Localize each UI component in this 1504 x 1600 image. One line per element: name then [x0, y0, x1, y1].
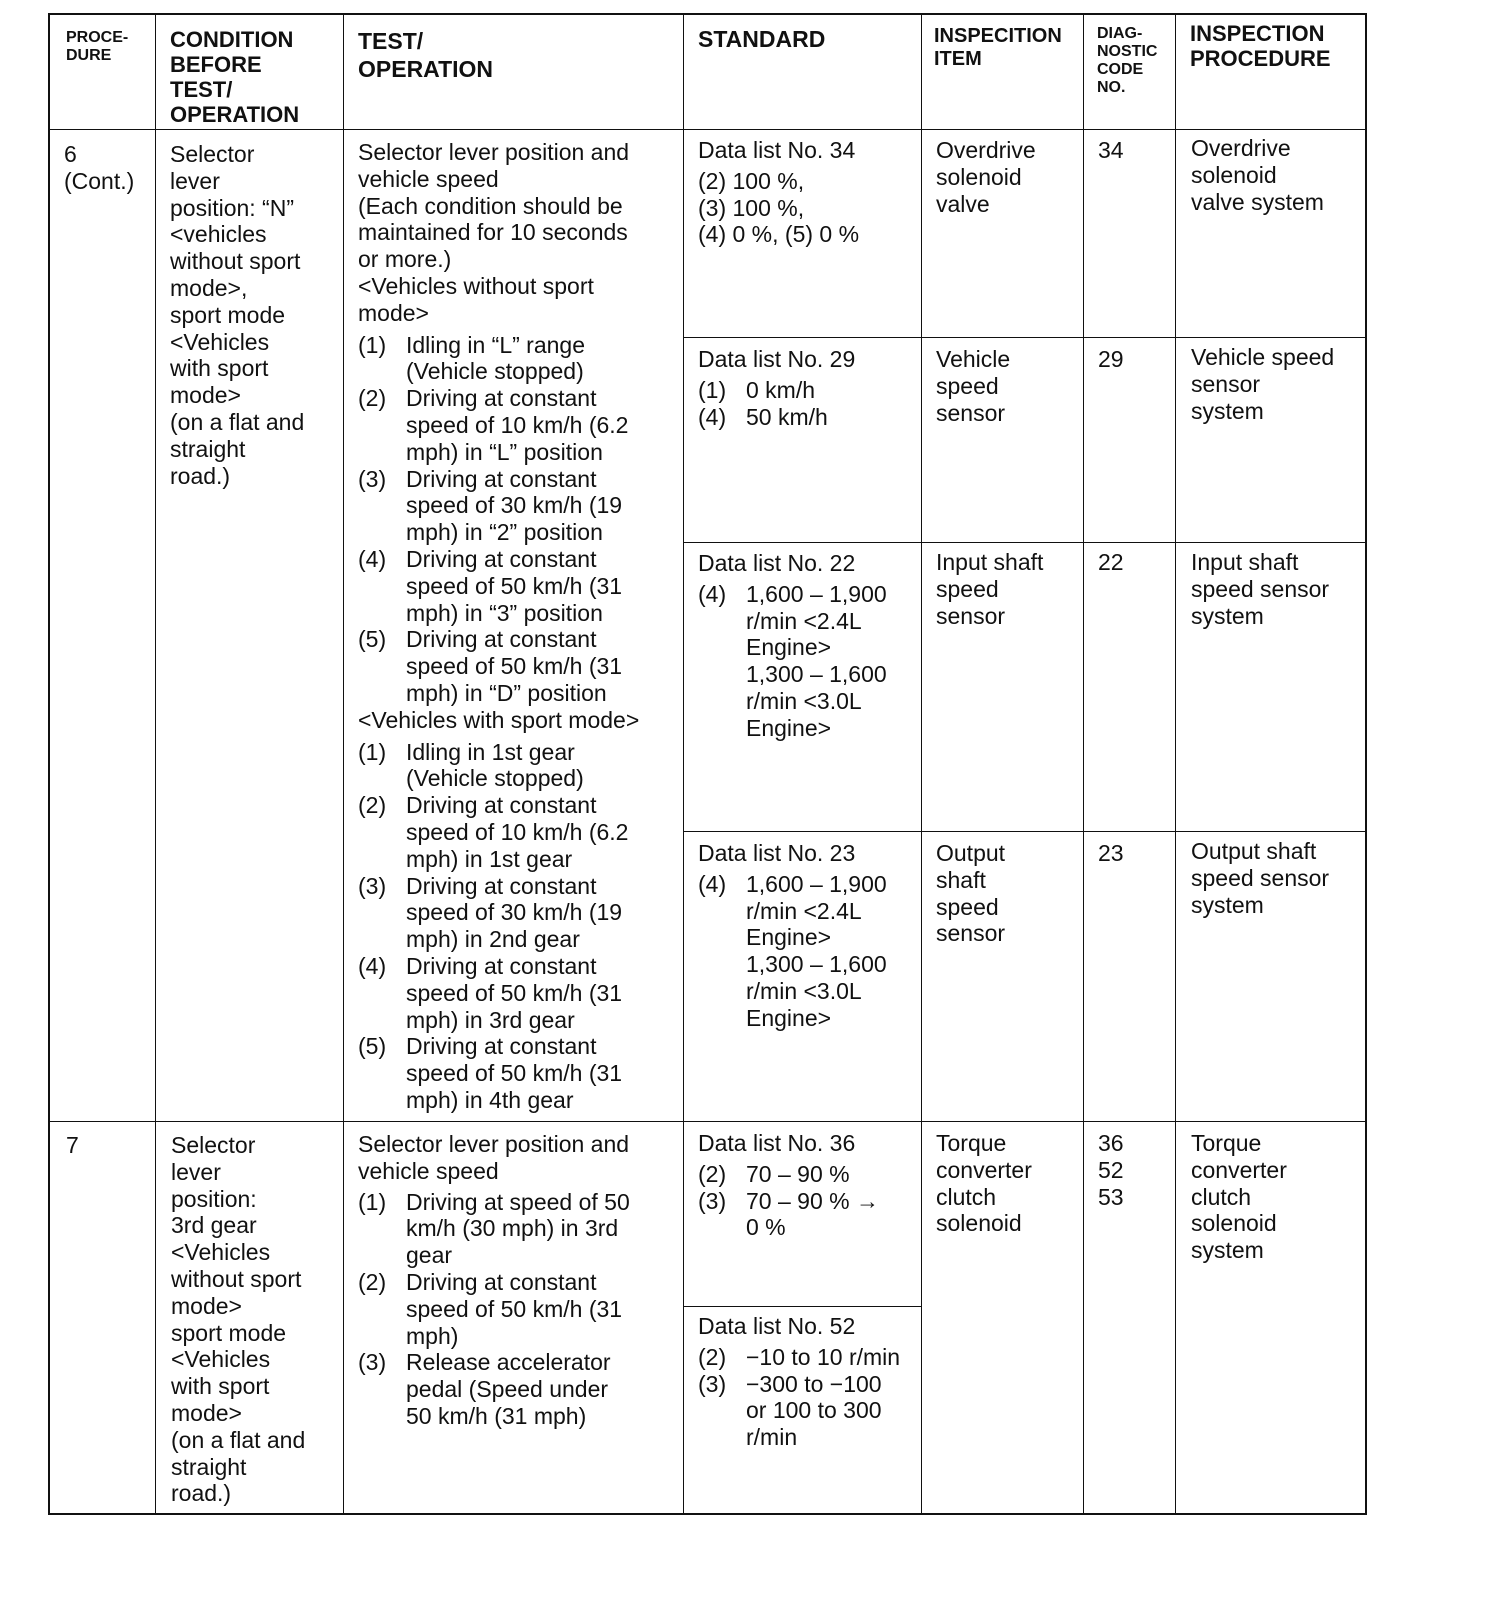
- item-text: Driving at constant speed of 30 km/h (19 mph) in 2nd gear: [406, 872, 623, 953]
- header-diag-code: DIAG- NOSTIC CODE NO.: [1097, 25, 1158, 96]
- list-item: [358, 546, 680, 626]
- header-condition: CONDITION BEFORE TEST/ OPERATION: [170, 27, 300, 127]
- list-item: [698, 1161, 918, 1188]
- item-number: (2): [358, 792, 387, 819]
- inspection-table: [48, 13, 1367, 1515]
- column-divider: [155, 15, 156, 1513]
- row-divider: [683, 1306, 921, 1307]
- standard-22: [698, 550, 918, 742]
- inspection-item: Torque converter clutch solenoid: [936, 1130, 1032, 1237]
- list-item: [358, 626, 680, 706]
- row6-test-list-a: [358, 332, 680, 707]
- inspection-procedure: Overdrive solenoid valve system: [1191, 135, 1324, 215]
- row-divider: [683, 542, 1365, 543]
- item-number: (5): [358, 1033, 387, 1060]
- standard-title: Data list No. 36: [698, 1130, 856, 1156]
- item-text: Driving at constant speed of 10 km/h (6.2 mph) in 1st gear: [406, 792, 629, 872]
- standard-title: Data list No. 29: [698, 346, 856, 372]
- row7-test: [358, 1131, 680, 1430]
- item-number: (1): [358, 331, 387, 358]
- inspection-procedure: Input shaft speed sensor system: [1191, 549, 1330, 629]
- item-text: Driving at constant speed of 50 km/h (31 mph) in “3” position: [406, 545, 623, 626]
- item-number: (5): [358, 626, 387, 653]
- standard-36: [698, 1130, 918, 1241]
- list-item: [358, 792, 680, 872]
- item-text: 0 km/h: [746, 376, 816, 403]
- inspection-procedure: Output shaft speed sensor system: [1191, 838, 1330, 918]
- item-number: (2): [698, 1343, 727, 1370]
- item-number: (4): [698, 580, 727, 607]
- column-divider: [683, 15, 684, 1513]
- standard-title: Data list No. 22: [698, 550, 856, 576]
- item-number: (1): [358, 1188, 387, 1215]
- standard-52: [698, 1313, 920, 1451]
- row-divider: [683, 337, 1365, 338]
- list-item: [358, 332, 680, 386]
- item-number: (1): [358, 738, 387, 765]
- standard-34: [698, 137, 918, 248]
- item-text: Driving at speed of 50 km/h (30 mph) in 3rd gear: [406, 1188, 630, 1269]
- row6-sport-label: <Vehicles with sport mode>: [358, 706, 640, 733]
- list-item: [698, 1188, 918, 1242]
- header-standard: STANDARD: [698, 26, 826, 52]
- item-text: Idling in 1st gear (Vehicle stopped): [406, 738, 584, 792]
- diag-code: 34: [1098, 137, 1124, 163]
- inspection-procedure: Torque converter clutch solenoid system: [1191, 1130, 1287, 1264]
- row7-procedure: 7: [66, 1132, 79, 1158]
- row6-test-list-b: [358, 739, 680, 1114]
- standard-29: [698, 346, 918, 430]
- item-number: (4): [698, 870, 727, 897]
- list-item: [358, 1349, 680, 1429]
- diag-code: 22: [1098, 549, 1124, 575]
- list-item: [698, 871, 918, 1032]
- header-procedure: PROCE- DURE: [66, 29, 129, 64]
- list-item: [698, 404, 918, 431]
- standard-23: [698, 840, 918, 1032]
- diag-code: 29: [1098, 346, 1124, 372]
- row6-condition: Selector lever position: “N” <vehicles without sport mode>, sport mode <Vehicles with sport mode> (on a flat and straight road.): [170, 141, 305, 489]
- item-number: (3): [698, 1187, 727, 1214]
- row6-test: [358, 139, 680, 1114]
- item-text: Driving at constant speed of 50 km/h (31 mph): [406, 1268, 623, 1349]
- list-item: [698, 581, 918, 742]
- inspection-item: Overdrive solenoid valve: [936, 137, 1036, 217]
- header-test: TEST/ OPERATION: [358, 28, 494, 82]
- row6-test-intro: Selector lever position and vehicle speed (Each condition should be maintained for 10 seconds or more.) <Vehicles without sport mode>: [358, 139, 630, 326]
- item-text: Driving at constant speed of 50 km/h (31 mph) in 4th gear: [406, 1033, 623, 1113]
- list-item: [358, 873, 680, 953]
- item-number: (2): [358, 385, 387, 412]
- item-text: Driving at constant speed of 10 km/h (6.2 mph) in “L” position: [406, 385, 629, 465]
- item-number: (3): [358, 872, 387, 899]
- standard-title: Data list No. 34: [698, 137, 856, 163]
- list-item: [358, 1269, 680, 1349]
- list-item: [358, 953, 680, 1033]
- standard-body: (2) 100 %, (3) 100 %, (4) 0 %, (5) 0 %: [698, 167, 860, 248]
- item-number: (2): [698, 1160, 727, 1187]
- item-text: Driving at constant speed of 30 km/h (19 mph) in “2” position: [406, 465, 623, 546]
- header-inspection-procedure: INSPECTION PROCEDURE: [1190, 21, 1331, 71]
- item-text: −10 to 10 r/min: [746, 1343, 901, 1370]
- item-text: 70 – 90 % → 0 %: [746, 1187, 879, 1241]
- item-text: Release accelerator pedal (Speed under 50 km/h (31 mph): [406, 1349, 611, 1429]
- column-divider: [921, 15, 922, 1513]
- item-text: 1,600 – 1,900 r/min <2.4L Engine> 1,300 – 1,600 r/min <3.0L Engine>: [746, 580, 887, 741]
- column-divider: [343, 15, 344, 1513]
- inspection-procedure: Vehicle speed sensor system: [1191, 344, 1335, 424]
- list-item: [698, 1371, 920, 1451]
- item-number: (1): [698, 376, 727, 403]
- header-inspection-item: INSPECITION ITEM: [934, 25, 1062, 70]
- item-number: (4): [358, 545, 387, 572]
- column-divider: [1083, 15, 1084, 1513]
- row-divider: [683, 831, 1365, 832]
- row6-procedure: 6 (Cont.): [64, 141, 135, 194]
- list-item: [698, 1344, 920, 1371]
- item-number: (3): [698, 1370, 727, 1397]
- item-number: (2): [358, 1268, 387, 1295]
- list-item: [698, 377, 918, 404]
- item-text: −300 to −100 or 100 to 300 r/min: [746, 1370, 882, 1451]
- list-item: [358, 466, 680, 546]
- row7-condition: Selector lever position: 3rd gear <Vehicles without sport mode> sport mode <Vehicles with sport mode> (on a flat and straight road.): [171, 1132, 306, 1507]
- inspection-item: Output shaft speed sensor: [936, 840, 1006, 947]
- item-number: (4): [358, 952, 387, 979]
- item-text: 1,600 – 1,900 r/min <2.4L Engine> 1,300 – 1,600 r/min <3.0L Engine>: [746, 870, 887, 1031]
- standard-title: Data list No. 23: [698, 840, 856, 866]
- row7-test-intro: Selector lever position and vehicle speed: [358, 1131, 630, 1184]
- item-number: (3): [358, 465, 387, 492]
- column-divider: [1175, 15, 1176, 1513]
- inspection-item: Vehicle speed sensor: [936, 346, 1011, 426]
- item-number: (4): [698, 403, 727, 430]
- row-divider: [50, 129, 1365, 130]
- item-text: Driving at constant speed of 50 km/h (31 mph) in 3rd gear: [406, 952, 623, 1033]
- list-item: [358, 1033, 680, 1113]
- inspection-item: Input shaft speed sensor: [936, 549, 1044, 629]
- item-text: Idling in “L” range (Vehicle stopped): [406, 331, 585, 385]
- standard-title: Data list No. 52: [698, 1313, 856, 1339]
- item-text: 70 – 90 %: [746, 1160, 850, 1187]
- row-divider: [50, 1121, 1365, 1122]
- list-item: [358, 385, 680, 465]
- diag-code: 23: [1098, 840, 1124, 866]
- list-item: [358, 739, 680, 793]
- item-text: Driving at constant speed of 50 km/h (31 mph) in “D” position: [406, 626, 623, 706]
- item-text: 50 km/h: [746, 403, 828, 430]
- item-number: (3): [358, 1349, 387, 1376]
- diag-codes: 36 52 53: [1098, 1130, 1124, 1210]
- list-item: [358, 1189, 680, 1269]
